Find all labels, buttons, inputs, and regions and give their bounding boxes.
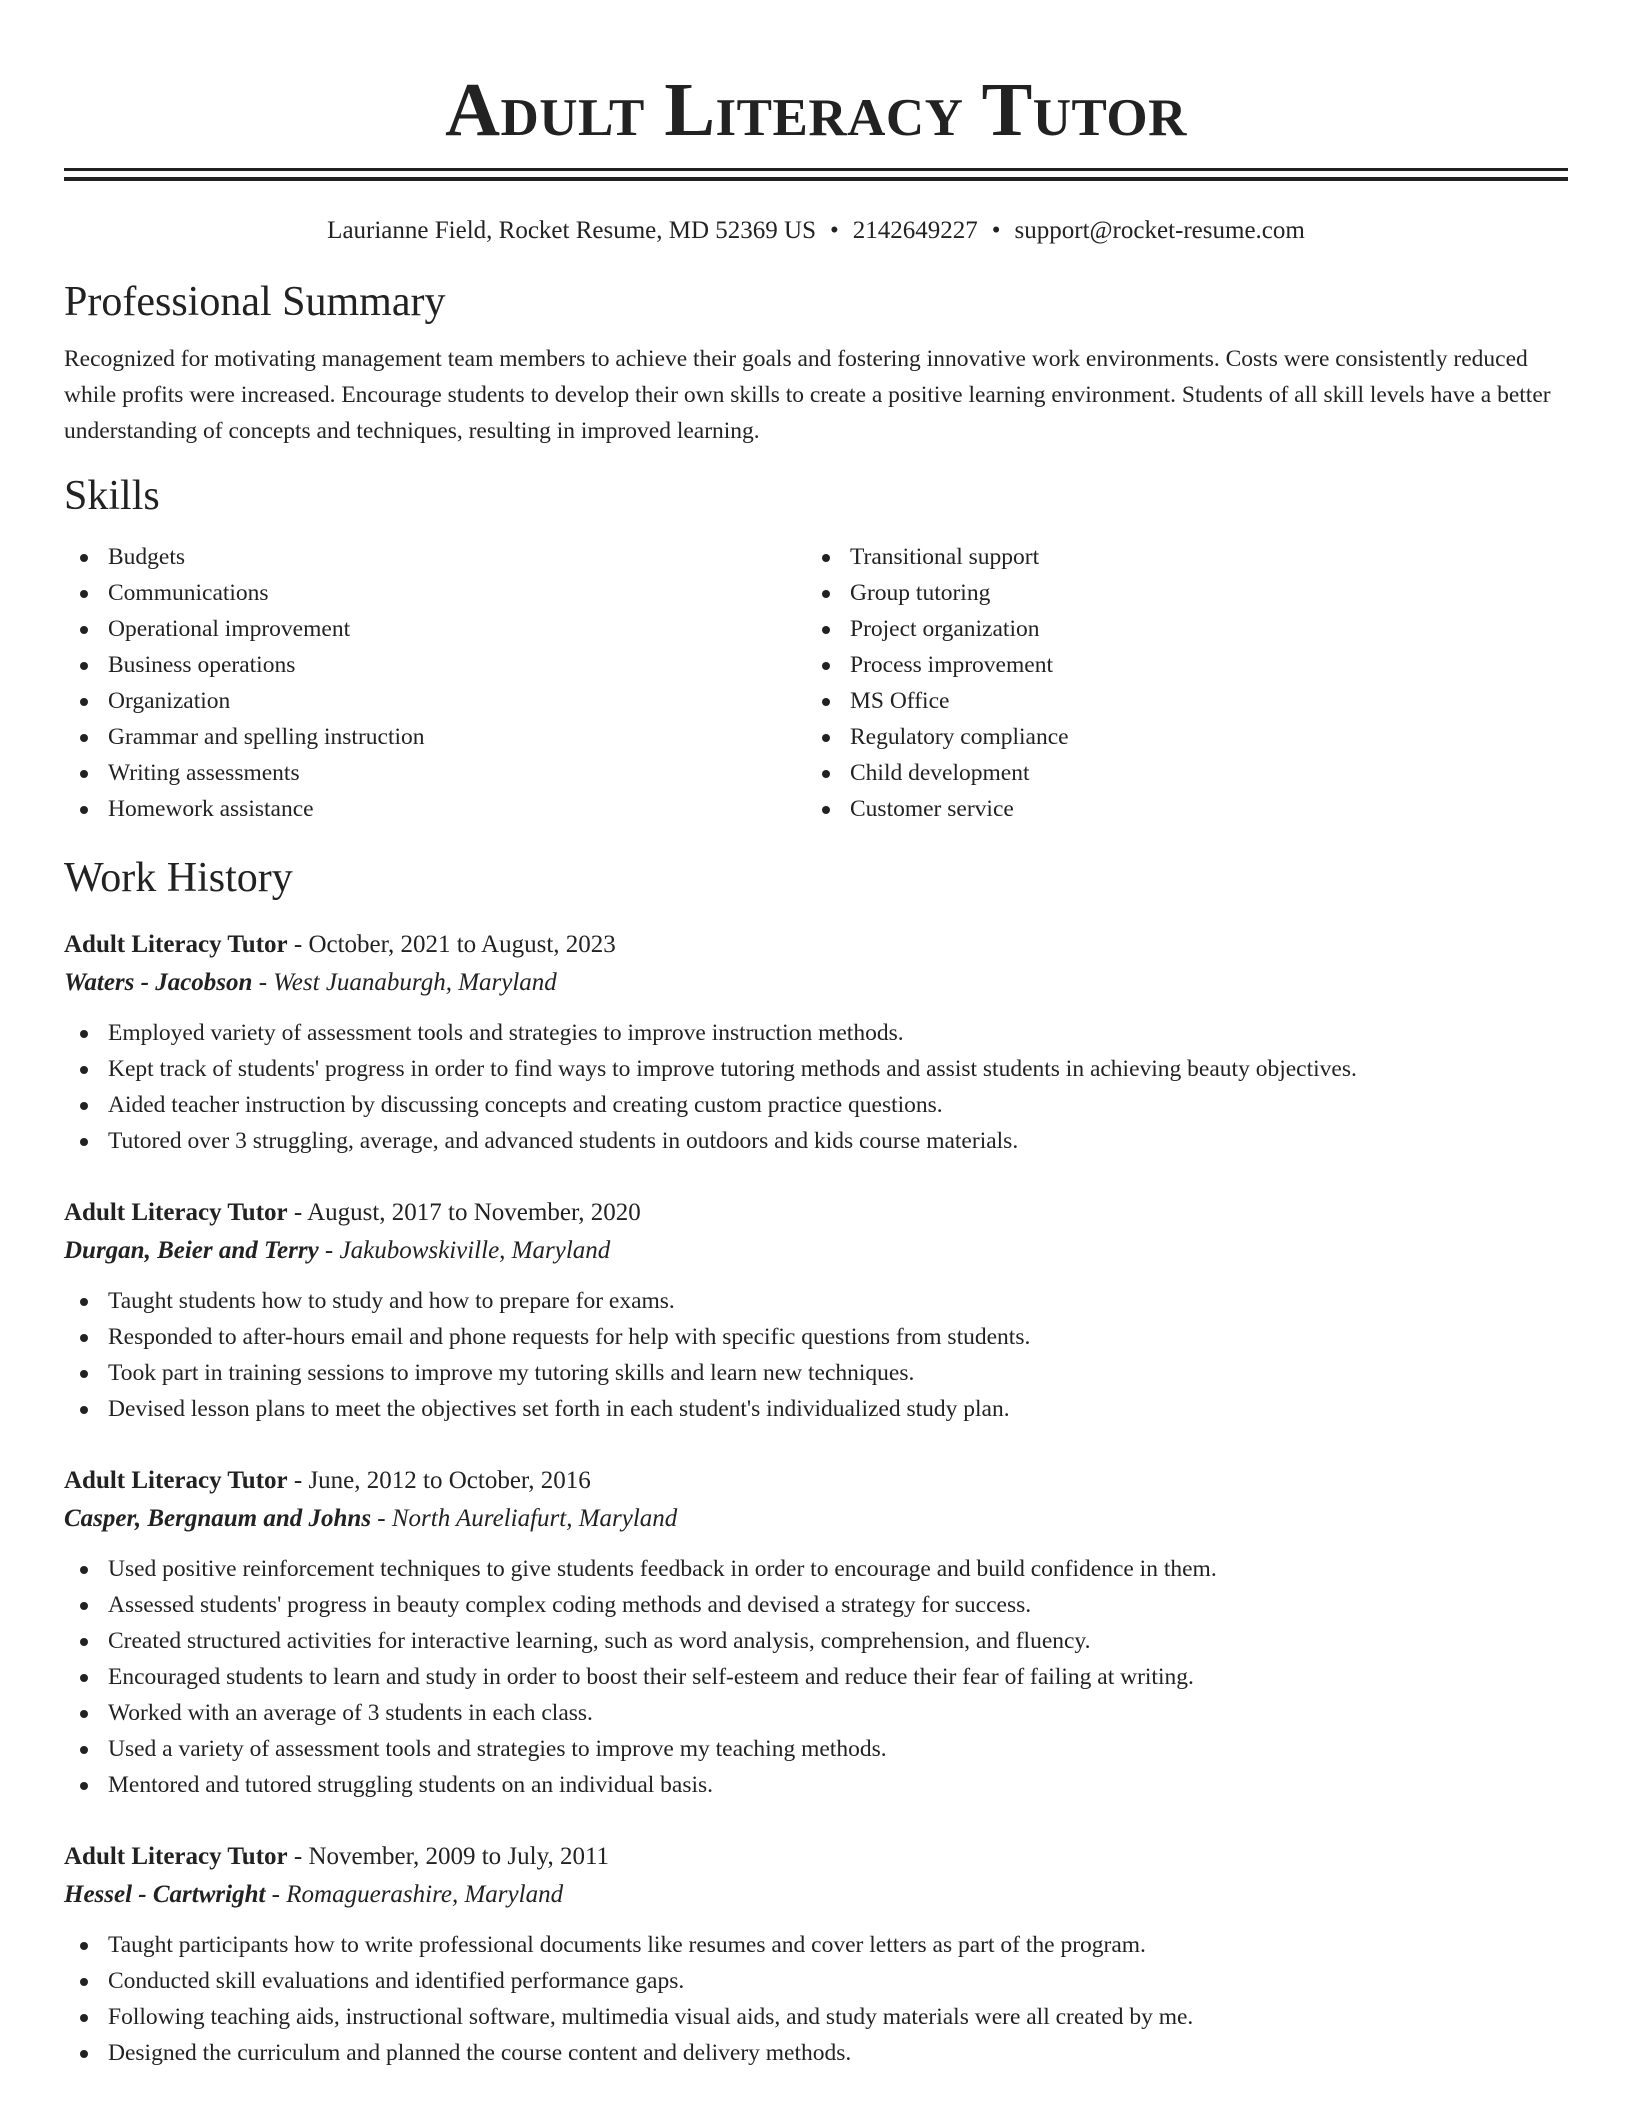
- job-entry: [64, 1195, 1568, 1427]
- job-company: Hessel - Cartwright: [64, 1881, 266, 1908]
- contact-separator: •: [830, 217, 839, 244]
- skill-item: Operational improvement: [64, 611, 806, 647]
- job-duty: Took part in training sessions to improve my tutoring skills and learn new techniques.: [64, 1355, 1568, 1391]
- skill-item: Communications: [64, 575, 806, 611]
- contact-line: [64, 215, 1568, 247]
- job-company: Durgan, Beier and Terry: [64, 1237, 319, 1264]
- job-entry: [64, 1463, 1568, 1803]
- contact-separator: •: [991, 217, 1001, 244]
- job-duty: Employed variety of assessment tools and strategies to improve instruction methods.: [64, 1015, 1568, 1051]
- resume-page: [64, 0, 1568, 2071]
- job-duty: Responded to after-hours email and phone requests for help with specific questions from students.: [64, 1319, 1568, 1355]
- job-duty: Taught students how to study and how to prepare for exams.: [64, 1283, 1568, 1319]
- job-duty: Used a variety of assessment tools and strategies to improve my teaching methods.: [64, 1731, 1568, 1767]
- job-duty: Conducted skill evaluations and identified performance gaps.: [64, 1963, 1568, 1999]
- job-entry: [64, 927, 1568, 1159]
- job-duty: Aided teacher instruction by discussing concepts and creating custom practice questions.: [64, 1087, 1568, 1123]
- job-duty: Worked with an average of 3 students in each class.: [64, 1695, 1568, 1731]
- skills-column-left: [64, 539, 806, 827]
- job-duty: Encouraged students to learn and study in order to boost their self-esteem and reduce their fear of failing at writing.: [64, 1659, 1568, 1695]
- job-duty: Tutored over 3 struggling, average, and advanced students in outdoors and kids course materials.: [64, 1123, 1568, 1159]
- skill-item: Transitional support: [806, 539, 1069, 575]
- job-duties: [64, 1551, 1568, 1803]
- job-duty: Mentored and tutored struggling students on an individual basis.: [64, 1767, 1568, 1803]
- job-role: Adult Literacy Tutor: [64, 931, 288, 958]
- summary-heading: Professional Summary: [64, 279, 446, 325]
- skill-item: Process improvement: [806, 647, 1069, 683]
- skill-item: Business operations: [64, 647, 806, 683]
- job-role: Adult Literacy Tutor: [64, 1843, 288, 1870]
- job-duties: [64, 1283, 1568, 1427]
- job-role: Adult Literacy Tutor: [64, 1467, 288, 1494]
- skill-item: Project organization: [806, 611, 1069, 647]
- skills-list: [64, 539, 1568, 827]
- job-dates: August, 2017 to November, 2020: [307, 1199, 641, 1226]
- job-duties: [64, 1015, 1568, 1159]
- skill-item: Grammar and spelling instruction: [64, 719, 806, 755]
- skill-item: Regulatory compliance: [806, 719, 1069, 755]
- job-location: Romaguerashire, Maryland: [286, 1881, 564, 1908]
- skill-item: Budgets: [64, 539, 806, 575]
- job-location: West Juanaburgh, Maryland: [273, 969, 557, 996]
- job-header: Adult Literacy Tutor - November, 2009 to July, 2011: [64, 1843, 610, 1870]
- skill-item: Child development: [806, 755, 1069, 791]
- job-location: North Aureliafurt, Maryland: [391, 1505, 678, 1532]
- job-duty: Kept track of students' progress in order to find ways to improve tutoring methods and assist students in achieving beauty objectives.: [64, 1051, 1568, 1087]
- title-rule-bottom: [64, 177, 1568, 181]
- job-company-line: Casper, Bergnaum and Johns - North Aureliafurt, Maryland: [64, 1505, 678, 1532]
- contact-address: Laurianne Field, Rocket Resume, MD 52369 US: [327, 217, 816, 244]
- work-history-heading: Work History: [64, 855, 293, 901]
- job-header: Adult Literacy Tutor - October, 2021 to August, 2023: [64, 931, 616, 958]
- job-duty: Used positive reinforcement techniques to give students feedback in order to encourage and build confidence in them.: [64, 1551, 1568, 1587]
- job-header: Adult Literacy Tutor - August, 2017 to November, 2020: [64, 1199, 641, 1226]
- job-company: Waters - Jacobson: [64, 969, 253, 996]
- job-entry: [64, 1839, 1568, 2071]
- job-duty: Taught participants how to write professional documents like resumes and cover letters as part of the program.: [64, 1927, 1568, 1963]
- resume-title: Adult Literacy Tutor: [445, 68, 1187, 152]
- job-duty: Designed the curriculum and planned the course content and delivery methods.: [64, 2035, 1568, 2071]
- job-duties: [64, 1927, 1568, 2071]
- job-duty: Devised lesson plans to meet the objectives set forth in each student's individualized study plan.: [64, 1391, 1568, 1427]
- job-dates: October, 2021 to August, 2023: [308, 931, 616, 958]
- skill-item: MS Office: [806, 683, 1069, 719]
- skill-item: Homework assistance: [64, 791, 806, 827]
- title-rule-top: [64, 168, 1568, 171]
- contact-email: support@rocket-resume.com: [1014, 217, 1305, 244]
- job-company-line: Waters - Jacobson - West Juanaburgh, Maryland: [64, 969, 557, 996]
- job-location: Jakubowskiville, Maryland: [339, 1237, 611, 1264]
- job-duty: Assessed students' progress in beauty complex coding methods and devised a strategy for success.: [64, 1587, 1568, 1623]
- skills-heading: Skills: [64, 473, 160, 519]
- summary-text: Recognized for motivating management team members to achieve their goals and fostering innovative work environments. Costs were consistently reduced while profits were increased. Encourage students to develop their own skills to create a positive learning environment. Students of all skill levels have a better understanding of concepts and techniques, resulting in improved learning.: [64, 346, 1551, 444]
- job-dates: November, 2009 to July, 2011: [308, 1843, 610, 1870]
- job-role: Adult Literacy Tutor: [64, 1199, 288, 1226]
- skills-column-right: [806, 539, 1069, 827]
- skill-item: Organization: [64, 683, 806, 719]
- skill-item: Writing assessments: [64, 755, 806, 791]
- job-company-line: Hessel - Cartwright - Romaguerashire, Maryland: [64, 1881, 564, 1908]
- job-header: Adult Literacy Tutor - June, 2012 to October, 2016: [64, 1467, 591, 1494]
- skill-item: Customer service: [806, 791, 1069, 827]
- skill-item: Group tutoring: [806, 575, 1069, 611]
- job-duty: Created structured activities for interactive learning, such as word analysis, comprehension, and fluency.: [64, 1623, 1568, 1659]
- job-company-line: Durgan, Beier and Terry - Jakubowskiville, Maryland: [64, 1237, 611, 1264]
- job-company: Casper, Bergnaum and Johns: [64, 1505, 372, 1532]
- job-duty: Following teaching aids, instructional software, multimedia visual aids, and study materials were all created by me.: [64, 1999, 1568, 2035]
- contact-phone: 2142649227: [852, 217, 978, 244]
- job-dates: June, 2012 to October, 2016: [308, 1467, 591, 1494]
